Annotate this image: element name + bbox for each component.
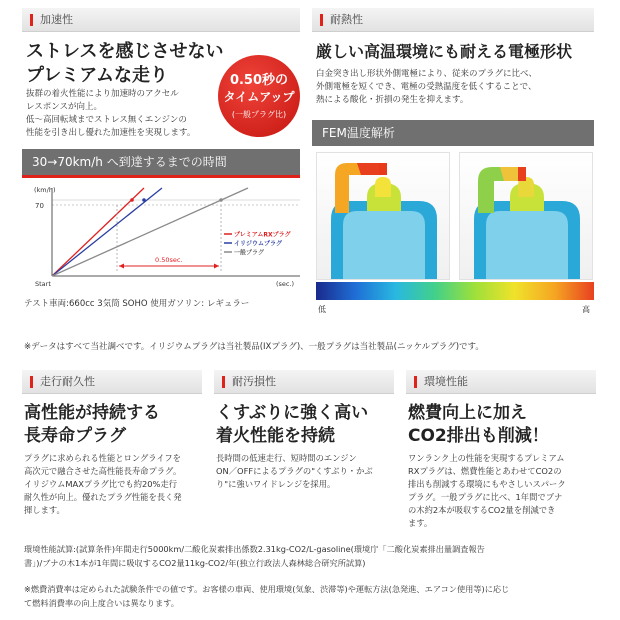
heat-headline: 厳しい高温環境にも耐える電極形状 xyxy=(316,42,573,61)
durability-header-label: 走行耐久性 xyxy=(40,375,95,388)
general-line xyxy=(52,188,248,276)
test-vehicle-note: テスト車両:660cc 3気筒 SOHO 使用ガソリン: レギュラー xyxy=(24,299,250,309)
iridium-line xyxy=(52,188,162,276)
environment-calc-note: 環境性能試算:(試算条件)年間走行5000km/二酸化炭素排出係数2.31kg-CO2/L-gasoline(環境庁「二酸化炭素排出量調査報告 書」)/ブナの木1本が1年間に吸収するCO2量11kg-CO2/年(独立行政法人森林総合研究所試算) xyxy=(24,544,485,568)
badge-line1: 0.50秒の xyxy=(229,73,289,88)
fem-diagram-right xyxy=(460,153,593,280)
heat-header-label: 耐熱性 xyxy=(330,13,363,26)
badge-line3: (一般プラグ比) xyxy=(231,110,287,119)
durability-body: プラグに求められる性能とロングライフを 高次元で融合させた高性能長寿命プラグ。 イリジウムMAXプラグ比でも約20%走行 耐久性が向上。優れたプラグ性能を長く発 揮します。 xyxy=(24,453,182,515)
legend-iridium: イリジウムプラグ xyxy=(234,240,282,248)
fem-diagram-left xyxy=(317,153,450,280)
section-marker xyxy=(414,376,417,388)
heat-body: 白金突き出し形状外側電極により、従来のプラグに比べ、 外側電極を短くでき、電極の受熱温度を低くすることで、 熱による酸化・折損の発生を抑えます。 xyxy=(316,69,538,105)
section-marker xyxy=(30,14,33,26)
section-marker xyxy=(320,14,323,26)
fem-title-band xyxy=(312,120,594,146)
eco-headline: 燃費向上に加え CO2排出も削減！ xyxy=(408,403,549,446)
durability-headline: 高性能が持続する 長寿命プラグ xyxy=(24,403,160,446)
chart-title: 30→70km/h へ到達するまでの時間 xyxy=(32,155,227,169)
premium-line xyxy=(52,188,144,276)
interval-arrowhead-right xyxy=(214,264,219,269)
acceleration-chart xyxy=(22,180,302,292)
legend-premium: プレミアムRXプラグ xyxy=(234,231,291,239)
section-marker xyxy=(222,376,225,388)
interval-label: 0.50sec. xyxy=(155,256,183,264)
fouling-section-header xyxy=(214,370,394,394)
accel-headline: ストレスを感じさせない プレミアムな走り xyxy=(26,41,224,86)
section-marker xyxy=(30,376,33,388)
fouling-headline: くすぶりに強く高い 着火性能を持続 xyxy=(216,403,369,446)
accel-section-header xyxy=(22,8,300,32)
interval-arrowhead-left xyxy=(119,264,124,269)
fem-title: FEM温度解析 xyxy=(322,126,395,140)
premium-marker xyxy=(130,198,134,202)
fouling-body: 長時間の低速走行、短時間のエンジン ON／OFFによるプラグの"くすぶり・かぶ り"に強いワイドレンジを採用。 xyxy=(216,453,373,489)
heat-section-header xyxy=(312,8,594,32)
x-start-label: Start xyxy=(35,280,51,288)
accel-header-label: 加速性 xyxy=(40,13,73,26)
accel-body: 抜群の着火性能により加速時のアクセル レスポンスが向上。 低～高回転域までストレス無くエンジンの 性能を引き出し優れた加速性を実現します。 xyxy=(26,89,196,138)
data-source-note: ※データはすべて当社調べです。イリジウムプラグは当社製品(IXプラグ)、一般プラグは当社製品(ニッケルプラグ)です。 xyxy=(24,342,484,352)
eco-header-label: 環境性能 xyxy=(424,375,468,388)
legend-general: 一般プラグ xyxy=(234,249,265,257)
y-axis-label: (km/h) xyxy=(34,186,56,194)
badge-line2: タイムアップ xyxy=(223,90,295,104)
scale-low-label: 低 xyxy=(318,305,326,314)
fem-image-right xyxy=(459,152,593,280)
chart-title-underline xyxy=(22,175,300,178)
fem-image-left xyxy=(316,152,450,280)
iridium-marker xyxy=(142,198,146,202)
eco-section-header xyxy=(406,370,596,394)
durability-section-header xyxy=(22,370,202,394)
general-marker xyxy=(219,198,223,202)
temperature-scale-bar xyxy=(316,282,594,300)
scale-high-label: 高 xyxy=(582,305,590,314)
time-up-badge xyxy=(218,55,300,137)
fuel-consumption-note: ※燃費消費率は定められた試験条件での値です。お客様の車両、使用環境(気象、渋滞等)や運転方法(急発進、エアコン使用等)に応じ て燃料消費率の向上度合いは異なります。 xyxy=(24,584,510,608)
fouling-header-label: 耐汚損性 xyxy=(232,375,276,388)
x-axis-label: (sec.) xyxy=(276,280,295,288)
chart-title-band xyxy=(22,149,300,175)
eco-body: ワンランク上の性能を実現するプレミアム RXプラグは、燃費性能とあわせてCO2の 排出も削減する環境にもやさしいスパーク プラグ。一般プラグに比べ、1年間でブナ の木約2本が吸収するCO2量を削減でき ます。 xyxy=(408,453,566,528)
y-tick-70: 70 xyxy=(35,202,44,210)
